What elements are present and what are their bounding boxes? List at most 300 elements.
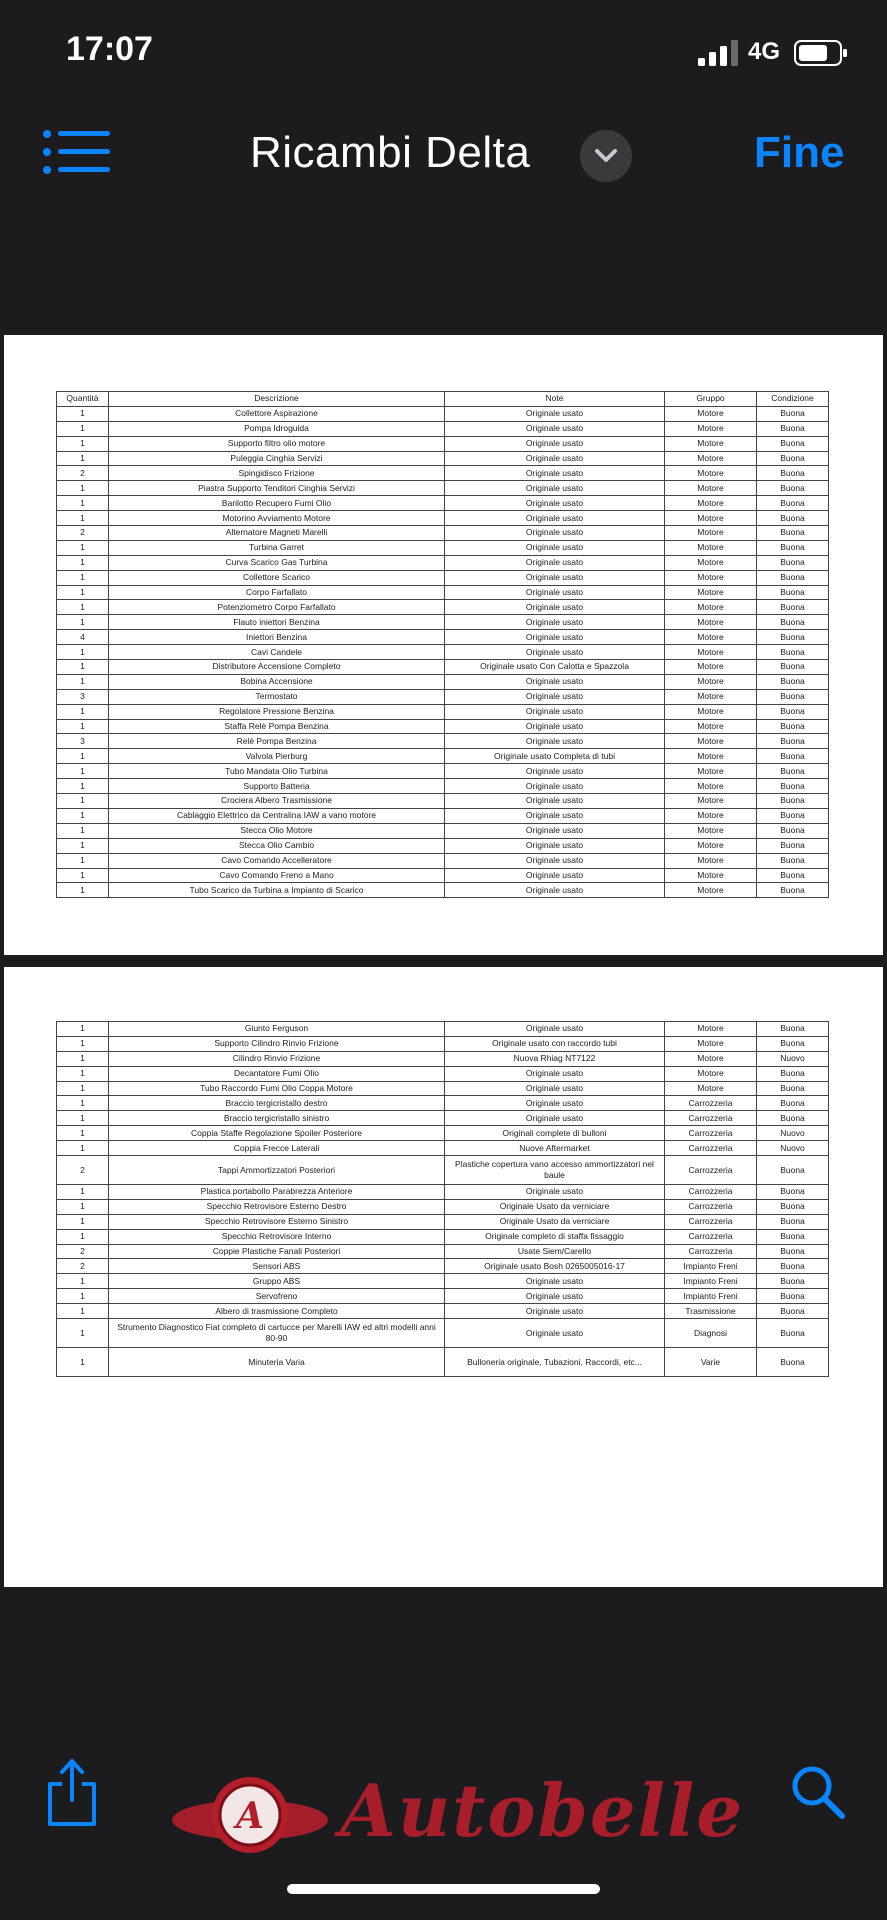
cell-condition: Buona [757,749,829,764]
cell-notes: Originale usato [445,630,665,645]
cell-group: Motore [665,779,757,794]
cell-description: Specchio Retrovisore Interno [109,1229,445,1244]
cell-notes: Originale completo di staffa fissaggio [445,1229,665,1244]
cell-description: Coppia Frecce Laterali [109,1141,445,1156]
cell-condition: Buona [757,481,829,496]
cell-quantity: 1 [57,1096,109,1111]
cell-condition: Buona [757,764,829,779]
cell-condition: Buona [757,630,829,645]
cell-group: Motore [665,496,757,511]
cell-group: Motore [665,823,757,838]
cell-group: Motore [665,734,757,749]
cell-description: Supporto filtro olio motore [109,436,445,451]
cell-description: Relè Pompa Benzina [109,734,445,749]
cell-notes: Originale usato [445,1111,665,1126]
cell-notes: Originale Usato da verniciare [445,1199,665,1214]
title-menu-button[interactable] [580,130,632,182]
table-row [57,540,829,555]
table-row [57,451,829,466]
cell-quantity: 2 [57,526,109,541]
navigation-bar [0,110,887,200]
cell-condition: Buona [757,853,829,868]
cell-quantity: 1 [57,540,109,555]
watermark-text: Autobelle [340,1768,745,1853]
cell-condition: Buona [757,1185,829,1200]
cell-notes: Originale usato [445,555,665,570]
autobelle-logo-icon [170,1760,330,1870]
cell-description: Iniettori Benzina [109,630,445,645]
table-header-row [57,392,829,407]
cell-quantity: 1 [57,481,109,496]
cell-group: Motore [665,749,757,764]
cell-description: Tubo Raccordo Fumi Olio Coppa Motore [109,1081,445,1096]
cell-quantity: 1 [57,555,109,570]
cell-condition: Buona [757,1066,829,1081]
cell-group: Motore [665,645,757,660]
cell-group: Diagnosi [665,1319,757,1348]
table-row [57,1259,829,1274]
cell-condition: Buona [757,585,829,600]
cell-notes: Originali complete di bulloni [445,1126,665,1141]
cell-condition: Buona [757,883,829,898]
cell-description: Plastica portabollo Parabrezza Anteriore [109,1185,445,1200]
cell-condition: Buona [757,1199,829,1214]
cell-condition: Buona [757,526,829,541]
cell-notes: Originale usato [445,883,665,898]
cell-notes: Usate Siem/Carello [445,1244,665,1259]
cell-quantity: 1 [57,1111,109,1126]
table-row [57,868,829,883]
cell-condition: Buona [757,1304,829,1319]
cell-condition: Buona [757,600,829,615]
cell-notes: Originale usato [445,526,665,541]
cell-notes: Originale usato [445,570,665,585]
cell-description: Supporto Batteria [109,779,445,794]
cell-description: Distributore Accensione Completo [109,660,445,675]
cell-description: Collettore Aspirazione [109,406,445,421]
cell-condition: Buona [757,540,829,555]
cell-description: Pompa Idroguida [109,421,445,436]
cell-condition: Buona [757,689,829,704]
cell-condition: Buona [757,1229,829,1244]
table-row [57,421,829,436]
cell-quantity: 1 [57,1319,109,1348]
table-row [57,496,829,511]
cell-quantity: 1 [57,570,109,585]
cell-condition: Buona [757,496,829,511]
cell-group: Motore [665,674,757,689]
cell-quantity: 1 [57,1304,109,1319]
table-row [57,1066,829,1081]
cell-group: Motore [665,838,757,853]
cell-description: Cablaggio Elettrico da Centralina IAW a vano motore [109,808,445,823]
cell-condition: Buona [757,570,829,585]
cell-quantity: 1 [57,779,109,794]
cell-quantity: 1 [57,838,109,853]
cell-notes: Originale usato [445,1319,665,1348]
table-row [57,1274,829,1289]
cell-group: Carrozzeria [665,1229,757,1244]
cell-quantity: 1 [57,436,109,451]
table-row [57,1096,829,1111]
cell-description: Stecca Olio Cambio [109,838,445,853]
list-icon[interactable] [42,128,112,178]
cell-quantity: 1 [57,451,109,466]
cell-description: Coppie Plastiche Fanali Posteriori [109,1244,445,1259]
cell-description: Corpo Farfallato [109,585,445,600]
cell-notes: Originale usato con raccordo tubi [445,1036,665,1051]
cell-quantity: 1 [57,853,109,868]
cell-notes: Originale usato [445,1304,665,1319]
cell-group: Carrozzeria [665,1244,757,1259]
cell-notes: Originale usato Bosh 0265005016-17 [445,1259,665,1274]
cell-quantity: 1 [57,496,109,511]
cell-group: Motore [665,808,757,823]
cell-description: Curva Scarico Gas Turbina [109,555,445,570]
cell-quantity: 1 [57,1185,109,1200]
table-row [57,883,829,898]
cell-description: Cavo Comando Freno a Mano [109,868,445,883]
cell-description: Albero di trasmissione Completo [109,1304,445,1319]
cell-group: Motore [665,600,757,615]
cell-description: Cilindro Rinvio Frizione [109,1051,445,1066]
cell-group: Motore [665,436,757,451]
cell-description: Specchio Retrovisore Esterno Sinistro [109,1214,445,1229]
cell-condition: Buona [757,1274,829,1289]
cell-notes: Originale usato [445,779,665,794]
cell-condition: Buona [757,704,829,719]
autobelle-watermark [170,1760,745,1870]
cell-condition: Buona [757,645,829,660]
cell-group: Motore [665,1036,757,1051]
cell-condition: Buona [757,779,829,794]
table-row [57,1304,829,1319]
cell-group: Carrozzeria [665,1156,757,1185]
cell-notes: Originale usato [445,1022,665,1037]
cell-quantity: 1 [57,511,109,526]
cell-quantity: 1 [57,645,109,660]
table-row [57,406,829,421]
cell-group: Motore [665,481,757,496]
cell-notes: Originale usato Completa di tubi [445,749,665,764]
cell-notes: Originale usato [445,436,665,451]
cell-quantity: 1 [57,1289,109,1304]
header-quantity: Quantità [57,392,109,407]
cell-group: Motore [665,466,757,481]
cell-description: Termostato [109,689,445,704]
done-button[interactable]: Fine [754,128,845,177]
cell-quantity: 1 [57,1348,109,1377]
cell-notes: Originale usato [445,1096,665,1111]
cell-condition: Buona [757,466,829,481]
cell-group: Carrozzeria [665,1185,757,1200]
cell-notes: Originale usato [445,868,665,883]
document-title: Ricambi Delta [250,128,531,177]
cell-description: Spingidisco Frizione [109,466,445,481]
cell-quantity: 2 [57,1244,109,1259]
cell-description: Motorino Avviamento Motore [109,511,445,526]
cell-quantity: 1 [57,406,109,421]
cell-condition: Buona [757,1022,829,1037]
table-row [57,764,829,779]
cell-quantity: 1 [57,704,109,719]
cell-quantity: 1 [57,749,109,764]
cell-notes: Originale usato [445,734,665,749]
cell-notes: Originale usato [445,421,665,436]
cell-group: Motore [665,1022,757,1037]
cell-condition: Buona [757,1096,829,1111]
cell-condition: Buona [757,674,829,689]
table-row [57,1199,829,1214]
cell-quantity: 1 [57,585,109,600]
cell-notes: Originale usato [445,645,665,660]
cell-quantity: 1 [57,660,109,675]
cell-description: Crociera Albero Trasmissione [109,794,445,809]
cell-group: Trasmissione [665,1304,757,1319]
cell-notes: Originale usato [445,719,665,734]
cell-notes: Originale usato [445,1066,665,1081]
cell-group: Carrozzeria [665,1096,757,1111]
cell-quantity: 4 [57,630,109,645]
cell-condition: Buona [757,794,829,809]
cell-notes: Originale usato [445,838,665,853]
cell-notes: Originale Usato da verniciare [445,1214,665,1229]
cell-condition: Buona [757,451,829,466]
cell-description: Tubo Scarico da Turbina a Impianto di Scarico [109,883,445,898]
cell-notes: Originale usato [445,406,665,421]
cell-condition: Buona [757,719,829,734]
bottom-toolbar [0,1740,887,1860]
table-row [57,1185,829,1200]
table-row [57,704,829,719]
status-time: 17:07 [66,30,153,68]
cell-description: Puleggia Cinghia Servizi [109,451,445,466]
cell-description: Regolatore Pressione Benzina [109,704,445,719]
table-row [57,823,829,838]
cell-condition: Buona [757,1156,829,1185]
cell-group: Motore [665,719,757,734]
cell-notes: Nuove Aftermarket [445,1141,665,1156]
cell-notes: Originale usato [445,1081,665,1096]
cell-notes: Originale usato [445,689,665,704]
cell-condition: Buona [757,823,829,838]
cell-quantity: 1 [57,1066,109,1081]
cell-condition: Buona [757,1036,829,1051]
cell-group: Motore [665,406,757,421]
cell-description: Piastra Supporto Tenditori Cinghia Servizi [109,481,445,496]
cell-notes: Plastiche copertura vano accesso ammortizzatori nel baule [445,1156,665,1185]
cell-group: Motore [665,615,757,630]
cell-group: Motore [665,660,757,675]
cell-quantity: 1 [57,1229,109,1244]
cell-notes: Originale usato [445,1274,665,1289]
cell-description: Cavo Comando Accelleratore [109,853,445,868]
table-row [57,585,829,600]
cell-group: Impianto Freni [665,1259,757,1274]
cell-notes: Originale usato [445,808,665,823]
table-row [57,1319,829,1348]
cellular-signal-icon [698,40,740,66]
cell-quantity: 2 [57,466,109,481]
cell-condition: Buona [757,555,829,570]
cell-quantity: 1 [57,1126,109,1141]
status-bar [0,0,887,100]
header-condition: Condizione [757,392,829,407]
battery-icon [794,40,848,66]
cell-notes: Bulloneria originale, Tubazioni, Raccordi, etc... [445,1348,665,1377]
table-row [57,749,829,764]
cell-quantity: 1 [57,764,109,779]
cell-notes: Originale usato [445,704,665,719]
cell-condition: Buona [757,511,829,526]
cell-group: Motore [665,585,757,600]
table-row [57,1289,829,1304]
cell-quantity: 1 [57,1081,109,1096]
cell-quantity: 1 [57,1214,109,1229]
table-row [57,1111,829,1126]
table-row [57,1126,829,1141]
cell-group: Motore [665,630,757,645]
cell-notes: Originale usato [445,615,665,630]
cell-quantity: 1 [57,1036,109,1051]
table-row [57,719,829,734]
cell-notes: Originale usato [445,481,665,496]
home-indicator[interactable] [287,1884,600,1894]
cell-condition: Buona [757,660,829,675]
cell-description: Gruppo ABS [109,1274,445,1289]
table-row [57,630,829,645]
cell-group: Motore [665,1066,757,1081]
cell-notes: Originale usato [445,585,665,600]
cell-quantity: 1 [57,421,109,436]
cell-quantity: 1 [57,1051,109,1066]
cell-condition: Buona [757,808,829,823]
table-row [57,779,829,794]
table-row [57,734,829,749]
table-row [57,689,829,704]
table-row [57,1081,829,1096]
cell-notes: Originale usato [445,1289,665,1304]
cell-quantity: 1 [57,1022,109,1037]
table-row [57,1051,829,1066]
chevron-down-icon [580,130,632,182]
table-row [57,838,829,853]
table-row [57,481,829,496]
cell-description: Strumento Diagnostico Fiat completo di cartucce per Marelli IAW ed altri modelli anni 80-90 [109,1319,445,1348]
cell-group: Motore [665,570,757,585]
cell-description: Potenziometro Corpo Farfallato [109,600,445,615]
cell-description: Sensori ABS [109,1259,445,1274]
cell-quantity: 1 [57,823,109,838]
cell-quantity: 1 [57,808,109,823]
cell-group: Motore [665,526,757,541]
cell-group: Motore [665,511,757,526]
cell-description: Tappi Ammortizzatori Posteriori [109,1156,445,1185]
cell-condition: Buona [757,734,829,749]
cell-description: Servofreno [109,1289,445,1304]
cell-description: Collettore Scarico [109,570,445,585]
cell-description: Cavi Candele [109,645,445,660]
cell-condition: Buona [757,1081,829,1096]
cell-description: Bobina Accensione [109,674,445,689]
table-row [57,1036,829,1051]
cell-description: Decantatore Fumi Olio [109,1066,445,1081]
search-icon[interactable] [790,1764,846,1820]
table-row [57,1022,829,1037]
cell-description: Tubo Mandata Olio Turbina [109,764,445,779]
cell-notes: Originale usato [445,511,665,526]
cell-notes: Originale usato [445,764,665,779]
cell-group: Motore [665,868,757,883]
cell-condition: Buona [757,1289,829,1304]
cell-quantity: 3 [57,734,109,749]
cell-group: Motore [665,704,757,719]
cell-quantity: 1 [57,615,109,630]
cell-notes: Originale usato [445,466,665,481]
document-page-1 [4,335,883,955]
cell-description: Stecca Olio Motore [109,823,445,838]
cell-condition: Buona [757,838,829,853]
cell-description: Braccio tergicristallo destro [109,1096,445,1111]
cell-condition: Buona [757,868,829,883]
cell-condition: Buona [757,1214,829,1229]
cell-notes: Originale usato [445,853,665,868]
table-row [57,794,829,809]
share-icon[interactable] [44,1756,100,1828]
cell-group: Impianto Freni [665,1274,757,1289]
cell-condition: Nuovo [757,1051,829,1066]
cell-group: Motore [665,689,757,704]
cell-notes: Originale usato [445,496,665,511]
document-page-2 [4,967,883,1587]
table-row [57,570,829,585]
cell-condition: Buona [757,406,829,421]
table-row [57,853,829,868]
cell-notes: Originale usato [445,540,665,555]
cell-description: Minuteria Varia [109,1348,445,1377]
network-type: 4G [748,38,781,65]
cell-group: Varie [665,1348,757,1377]
cell-notes: Originale usato [445,674,665,689]
cell-group: Motore [665,1051,757,1066]
cell-group: Motore [665,421,757,436]
table-row [57,1348,829,1377]
table-row [57,511,829,526]
cell-condition: Buona [757,1348,829,1377]
cell-quantity: 3 [57,689,109,704]
cell-quantity: 1 [57,868,109,883]
cell-description: Turbina Garret [109,540,445,555]
cell-group: Carrozzeria [665,1111,757,1126]
cell-condition: Buona [757,421,829,436]
parts-table-page-2 [56,1021,829,1377]
cell-description: Giunto Ferguson [109,1022,445,1037]
cell-group: Carrozzeria [665,1126,757,1141]
cell-quantity: 2 [57,1259,109,1274]
cell-group: Impianto Freni [665,1289,757,1304]
table-row [57,674,829,689]
cell-group: Motore [665,853,757,868]
cell-description: Barilotto Recupero Fumi Olio [109,496,445,511]
table-row [57,436,829,451]
cell-notes: Originale usato [445,794,665,809]
cell-description: Alternatore Magneti Marelli [109,526,445,541]
cell-condition: Nuovo [757,1141,829,1156]
cell-notes: Originale usato Con Calotta e Spazzola [445,660,665,675]
cell-group: Carrozzeria [665,1199,757,1214]
cell-description: Supporto Cilindro Rinvio Frizione [109,1036,445,1051]
cell-description: Flauto iniettori Benzina [109,615,445,630]
